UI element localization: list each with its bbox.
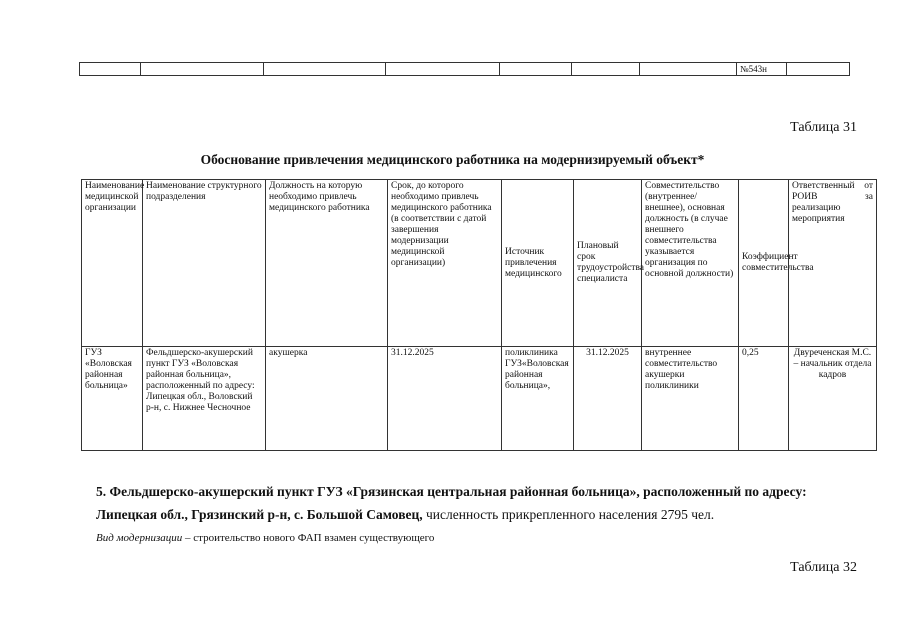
table-cell: 31.12.2025 — [574, 347, 642, 451]
table-cell — [787, 63, 850, 76]
column-header: Должность на которую необходимо привлечь медицинского работника — [266, 180, 388, 347]
column-header: Наименование структурного подразделения — [143, 180, 266, 347]
table-row — [82, 347, 877, 451]
column-header: Совместительство (внутреннее/внешнее), основная должность (в случае внешнего совместительства указывается организация по основной должности) — [642, 180, 739, 347]
table-cell — [386, 63, 500, 76]
table-header-row — [82, 180, 877, 347]
table-cell — [80, 63, 141, 76]
table-number-label: Таблица 31 — [790, 120, 857, 135]
table-cell — [500, 63, 572, 76]
column-header: Коэффициент совместительства — [739, 180, 789, 347]
table-cell — [640, 63, 737, 76]
table-cell: №543н — [737, 63, 787, 76]
population-text: численность прикрепленного населения 2795 чел. — [422, 507, 715, 522]
column-header: Ответственный от РОИВ за реализацию мероприятия — [789, 180, 877, 347]
section-paragraph — [96, 480, 856, 526]
table-cell: 0,25 — [739, 347, 789, 451]
section-title: 5. Фельдшерско-акушерский пункт ГУЗ «Грязинская центральная районная больница», расположенный по адресу: Липецкая обл., Грязинский р-н, с. Большой Самовец, — [96, 484, 807, 522]
table-cell: ГУЗ «Воловская районная больница» — [82, 347, 143, 451]
table-cell — [141, 63, 264, 76]
table-row — [80, 63, 850, 76]
modernization-label: Вид модернизации — [96, 532, 183, 544]
table-cell: внутреннее совместительство акушерки поликлиники — [642, 347, 739, 451]
column-header: Источник привлечения медицинского — [502, 180, 574, 347]
justification-table — [81, 179, 877, 451]
column-header: Плановый срок трудоустройства специалиста — [574, 180, 642, 347]
table-cell: Двуреченская М.С. – начальник отдела кадров — [789, 347, 877, 451]
column-header: Срок, до которого необходимо привлечь медицинского работника (в соответствии с датой завершения модернизации медицинской организации) — [388, 180, 502, 347]
column-header: Наименование медицинской организации — [82, 180, 143, 347]
continued-table-row — [79, 62, 850, 76]
modernization-text: – строительство нового ФАП взамен существующего — [182, 532, 435, 544]
table-heading: Обоснование привлечения медицинского работника на модернизируемый объект* — [200, 152, 705, 167]
table-cell: 31.12.2025 — [388, 347, 502, 451]
table-cell — [572, 63, 640, 76]
table-cell: поликлиника ГУЗ«Воловская районная больница», — [502, 347, 574, 451]
table-cell: акушерка — [266, 347, 388, 451]
table-cell — [264, 63, 386, 76]
modernization-type — [96, 532, 434, 544]
table-cell: Фельдшерско-акушерский пункт ГУЗ «Воловская районная больница», расположенный по адресу: Липецкая обл., Воловский р-н, с. Нижнее Чесночное — [143, 347, 266, 451]
table-number-label: Таблица 32 — [790, 560, 857, 575]
